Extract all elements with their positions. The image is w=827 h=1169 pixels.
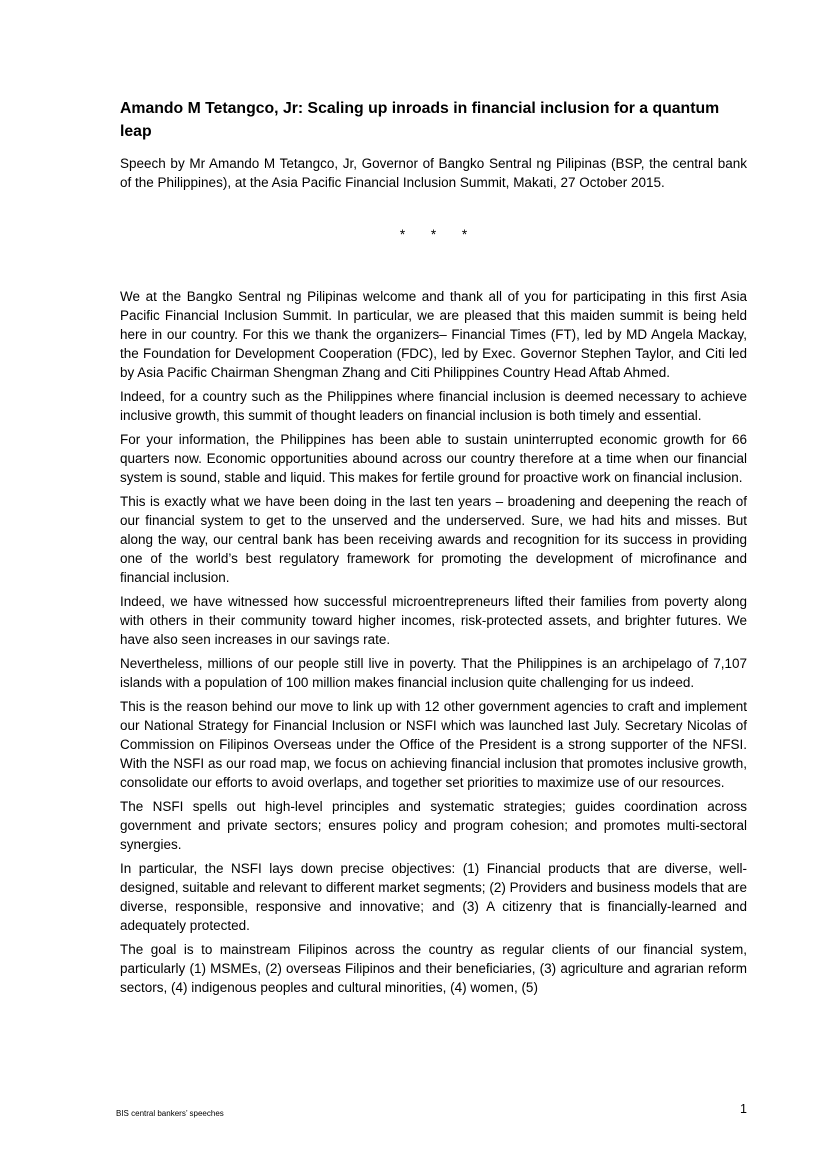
paragraph: The goal is to mainstream Filipinos across the country as regular clients of our financial system, particularly (1) MSMEs, (2) overseas Filipinos and their beneficiaries, (3) agriculture and agrarian reform sectors, (4) indigenous peoples and cultural minorities, (4) women, (5)	[120, 942, 747, 995]
paragraph: Indeed, for a country such as the Philippines where financial inclusion is deemed necessary to achieve inclusive growth, this summit of thought leaders on financial inclusion is both timely and essential.	[120, 389, 747, 423]
page-number: 1	[740, 1102, 747, 1116]
paragraph: We at the Bangko Sentral ng Pilipinas welcome and thank all of you for participating in this first Asia Pacific Financial Inclusion Summit. In particular, we are pleased that this maiden summit is being held here in our country. For this we thank the organizers– Financial Times (FT), led by MD Angela Mackay, the Foundation for Development Cooperation (FDC), led by Exec. Governor Stephen Taylor, and Citi led by Asia Pacific Chairman Shengman Zhang and Citi Philippines Country Head Aftab Ahmed.	[120, 289, 747, 380]
speech-byline: Speech by Mr Amando M Tetangco, Jr, Governor of Bangko Sentral ng Pilipinas (BSP, the central bank of the Philippines), at the Asia Pacific Financial Inclusion Summit, Makati, 27 October 2015.	[120, 156, 747, 190]
section-separator: * * *	[399, 227, 468, 242]
paragraph: For your information, the Philippines has been able to sustain uninterrupted economic growth for 66 quarters now. Economic opportunities abound across our country therefore at a time when our financial system is sound, stable and liquid. This makes for fertile ground for proactive work on financial inclusion.	[120, 432, 747, 485]
paragraph: The NSFI spells out high-level principles and systematic strategies; guides coordination across government and private sectors; ensures policy and program cohesion; and promotes multi-sectoral synergies.	[120, 799, 747, 852]
speech-body	[120, 287, 747, 1002]
footer-source-label: BIS central bankers’ speeches	[116, 1109, 224, 1118]
paragraph: This is the reason behind our move to link up with 12 other government agencies to craft and implement our National Strategy for Financial Inclusion or NSFI which was launched last July. Secretary Nicolas of Commission on Filipinos Overseas under the Office of the President is a strong supporter of the NFSI. With the NSFI as our road map, we focus on achieving financial inclusion that promotes inclusive growth, consolidate our efforts to avoid overlaps, and together set priorities to maximize use of our resources.	[120, 699, 747, 790]
paragraph: Indeed, we have witnessed how successful microentrepreneurs lifted their families from poverty along with others in their community toward higher incomes, risk-protected assets, and brighter futures. We have also seen increases in our savings rate.	[120, 594, 747, 647]
paragraph: Nevertheless, millions of our people still live in poverty. That the Philippines is an archipelago of 7,107 islands with a population of 100 million makes financial inclusion quite challenging for us indeed.	[120, 656, 747, 690]
document-title: Amando M Tetangco, Jr: Scaling up inroads in financial inclusion for a quantum leap	[120, 100, 720, 140]
paragraph: This is exactly what we have been doing in the last ten years – broadening and deepening the reach of our financial system to get to the unserved and the underserved. Sure, we had hits and misses. But along the way, our central bank has been receiving awards and recognition for its success in providing one of the world’s best regulatory framework for promoting the development of microfinance and financial inclusion.	[120, 494, 747, 585]
paragraph: In particular, the NSFI lays down precise objectives: (1) Financial products that are diverse, well-designed, suitable and relevant to different market segments; (2) Providers and business models that are diverse, responsible, responsive and innovative; and (3) A citizenry that is financially-learned and adequately protected.	[120, 861, 747, 933]
